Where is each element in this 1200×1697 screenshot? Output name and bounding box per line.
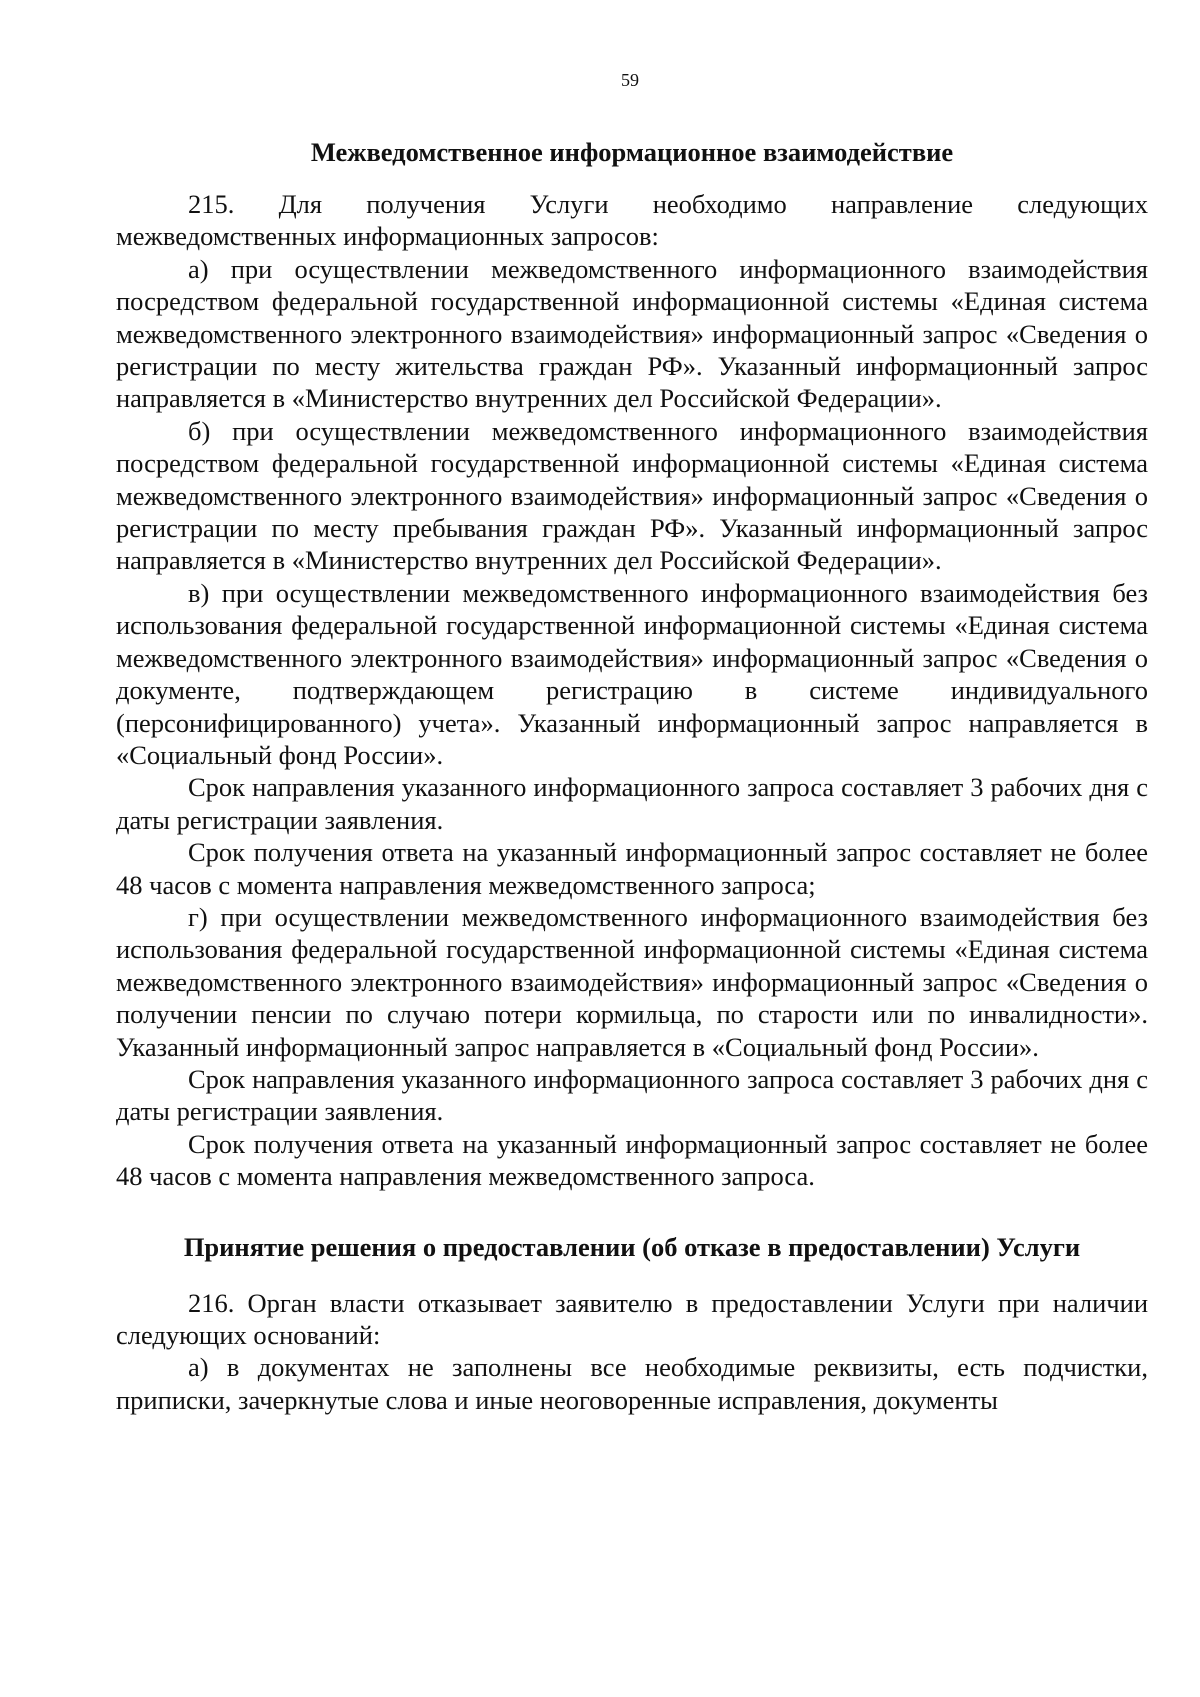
- page-number: 59: [621, 70, 639, 90]
- section-heading-decision: Принятие решения о предоставлении (об отказе в предоставлении) Услуги: [183, 1231, 1081, 1262]
- paragraph-215-g-deadline-send: Срок направления указанного информационного запроса составляет 3 рабочих дня с даты регистрации заявления.: [116, 1063, 1148, 1127]
- paragraph-215-g-deadline-response: Срок получения ответа на указанный информационный запрос составляет не более 48 часов с момента направления межведомственного запроса.: [116, 1128, 1148, 1192]
- paragraph-216-intro: 216. Орган власти отказывает заявителю в предоставлении Услуги при наличии следующих оснований:: [116, 1287, 1148, 1350]
- paragraph-215-intro: 215. Для получения Услуги необходимо направление следующих межведомственных информационных запросов:: [116, 189, 1148, 252]
- document-body: [116, 136, 1148, 1416]
- paragraph-215-v-deadline-send: Срок направления указанного информационного запроса составляет 3 рабочих дня с даты регистрации заявления.: [116, 772, 1148, 835]
- paragraph-216-a: а) в документах не заполнены все необходимые реквизиты, есть подчистки, приписки, зачеркнутые слова и иные неоговоренные исправления, документы: [116, 1352, 1148, 1415]
- paragraph-215-a: а) при осуществлении межведомственного информационного взаимодействия посредством федеральной государственной информационной системы «Единая система межведомственного электронного взаимодействия» информационный запрос «Сведения о регистрации по месту жительства граждан РФ». Указанный информационный запрос направляется в «Министерство внутренних дел Российской Федерации».: [116, 253, 1148, 414]
- paragraph-215-b: б) при осуществлении межведомственного информационного взаимодействия посредством федеральной государственной информационной системы «Единая система межведомственного электронного взаимодействия» информационный запрос «Сведения о регистрации по месту пребывания граждан РФ». Указанный информационный запрос направляется в «Министерство внутренних дел Российской Федерации».: [116, 415, 1148, 576]
- paragraph-215-v: в) при осуществлении межведомственного информационного взаимодействия без использования федеральной государственной информационной системы «Единая система межведомственного электронного взаимодействия» информационный запрос «Сведения о документе, подтверждающем регистрацию в системе индивидуального (персонифицированного) учета». Указанный информационный запрос направляется в «Социальный фонд России».: [116, 577, 1148, 770]
- paragraph-215-g: г) при осуществлении межведомственного информационного взаимодействия без использования федеральной государственной информационной системы «Единая система межведомственного электронного взаимодействия» информационный запрос «Сведения о получении пенсии по случаю потери кормильца, по старости или по инвалидности». Указанный информационный запрос направляется в «Социальный фонд России».: [116, 901, 1148, 1062]
- paragraph-215-v-deadline-response: Срок получения ответа на указанный информационный запрос составляет не более 48 часов с момента направления межведомственного запроса;: [116, 837, 1148, 900]
- section-heading-interagency: Межведомственное информационное взаимодействие: [310, 137, 954, 167]
